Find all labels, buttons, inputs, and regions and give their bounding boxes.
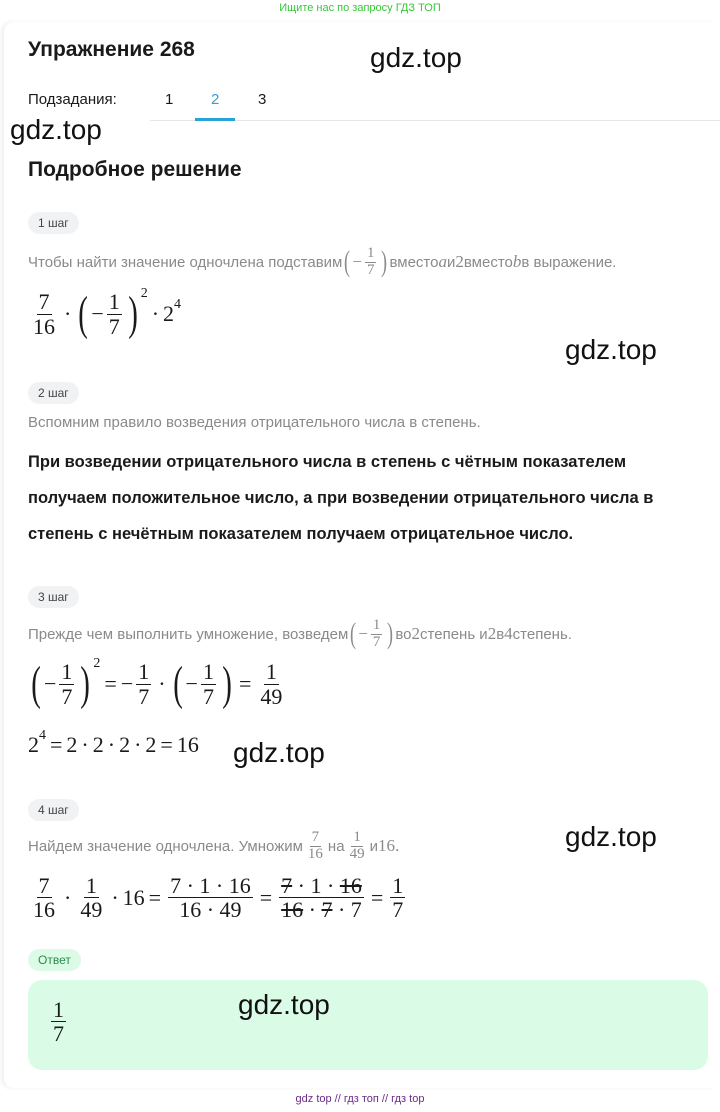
math-operator: = [259,884,273,910]
answer-box [28,980,708,1070]
fraction-part: 7 [311,829,320,845]
math-operator: · [64,301,72,326]
fraction [168,874,253,921]
math-group [28,656,101,710]
step-badge: 3 шаг [28,586,79,608]
right-paren: ) [222,657,232,710]
fraction-part: 49 [260,683,283,709]
math-number: 2 [92,732,104,757]
fraction-part: 1 [372,617,381,633]
math-group [28,728,46,758]
fraction-part: 1 [353,829,361,845]
fraction-part: 1 [108,289,120,315]
fraction [279,874,364,921]
step-badge: 1 шаг [28,212,79,234]
fraction-part: 1 [53,997,64,1022]
math-variable: a [438,252,447,272]
tab-subtask-3[interactable]: 3 [258,91,267,108]
fraction [306,830,325,863]
cancelled-factor: 16 [339,873,362,898]
fraction [390,874,405,921]
tabs-divider [150,120,720,121]
exponent: 2 [140,286,148,301]
left-paren: ( [31,657,41,710]
math-number: − [43,671,57,696]
text: Вспомним правило возведения отрицательного числа в степень. [28,414,481,431]
exponent: 4 [174,297,182,312]
math-number: 2 [455,252,464,272]
left-paren: ( [344,245,351,279]
text: вместо [463,253,513,271]
step-badge: 4 шаг [28,799,79,821]
fraction-part: 7 [138,683,150,709]
text: во [395,625,412,643]
math-number: − [358,624,368,644]
page-title: Упражнение 268 [28,38,195,61]
left-paren: ( [172,657,183,710]
math-group [75,286,148,340]
fraction-part: 1 [202,659,214,685]
math-operator: = [50,732,63,757]
math-operator: · [151,301,160,326]
fraction-part: 7 · 1 · 16 [281,873,362,898]
fraction-part: 16 [307,845,323,862]
text: степень. [512,625,572,643]
text: Найдем значение одночлена. Умножим [28,837,303,855]
watermark: gdz.top [238,989,330,1020]
math-number: − [352,252,362,272]
step-badge: 2 шаг [28,382,79,404]
fraction-part: 7 [108,313,120,339]
watermark: gdz.top [565,334,657,365]
fraction [31,290,57,337]
fraction [348,830,367,863]
text: на [327,837,345,855]
math-number: 2 [411,624,421,644]
fraction-part: 7 [61,683,73,709]
fraction [51,998,66,1045]
fraction [371,618,383,651]
tab-subtask-1[interactable]: 1 [165,91,174,108]
math-operator: · [107,732,116,757]
rule-text: При возведении отрицательного числа в степень с чётным показателем получаем положительное число, а при возведении отрицательного числа в степень с нечётным показателем получаем отрицательное число. [28,453,654,543]
fraction-part: 1 [85,873,97,898]
math-group [163,297,182,327]
fraction-part: 16 · 49 [179,897,242,923]
math-number: 2 [66,732,78,757]
fraction [136,660,151,707]
fraction [78,874,104,921]
watermark: gdz.top [565,821,657,852]
fraction-part: 7 [38,289,50,315]
math-number: 16 [122,884,145,910]
math-number: 2 [28,732,39,757]
fraction-part: 16 [33,313,55,339]
step-formula [28,728,199,758]
fraction [258,660,284,707]
math-number: 4 [504,624,513,644]
text: в выражение. [521,253,617,271]
math-operator: · [158,671,166,696]
right-paren: ) [387,617,394,651]
fraction-part: 1 [138,659,150,685]
step-formula [28,656,287,710]
text: степень и [420,625,488,643]
fraction-part: 1 [265,659,277,685]
fraction [31,874,57,921]
text: Прежде чем выполнить умножение, возведем [28,625,349,643]
watermark: gdz.top [233,737,325,768]
left-paren: ( [350,617,357,651]
fraction-part: 7 [392,897,404,923]
fraction-part: 1 [366,245,375,261]
fraction-part: 7 [366,261,375,278]
right-paren: ) [80,657,91,710]
fraction-part: 7 [372,633,381,650]
text: вместо [389,253,439,271]
math-operator: = [160,732,173,757]
subtasks-label: Подзадания: [28,91,117,108]
math-group [348,618,395,651]
text: Чтобы найти значение одночлена подставим [28,253,343,271]
math-group [170,657,235,710]
answer-badge: Ответ [28,949,81,971]
fraction-part: 49 [80,897,103,923]
math-number: 2 [487,624,497,644]
cancelled-factor: 16 [281,897,304,923]
math-number: − [120,671,134,696]
cancelled-factor: 7 [321,897,333,923]
exponent: 2 [93,656,101,671]
math-operator: · [111,884,119,910]
math-operator: = [238,671,252,696]
math-number: − [91,301,104,326]
math-operator: · [81,732,89,757]
math-group [342,246,389,279]
watermark: gdz.top [10,114,102,145]
right-paren: ) [381,245,388,279]
fraction-part: 16 · 7 · 7 [281,897,362,923]
math-number: − [185,671,198,696]
math-operator: · [134,732,142,757]
fraction-part: 7 [38,873,50,898]
math-number: 2 [145,732,157,757]
watermark: gdz.top [370,42,462,73]
step-formula [28,874,408,921]
text: в [496,625,505,643]
text: и [369,837,378,855]
fraction-part: 1 [61,659,73,685]
active-tab-indicator [195,118,235,121]
fraction [201,660,216,707]
fraction [59,660,74,707]
tab-subtask-2[interactable]: 2 [211,91,220,108]
cancelled-factor: 7 [281,873,293,898]
fraction-part: 7 [202,683,214,709]
solution-heading: Подробное решение [28,158,242,181]
step-text [28,830,399,863]
math-operator: = [104,671,117,696]
right-paren: ) [127,287,138,340]
fraction-part: 7 · 1 · 16 [170,873,251,898]
step-text [28,246,616,279]
fraction-part: 16 [33,897,55,923]
math-number: 16. [377,836,400,856]
fraction-part: 7 [53,1021,64,1047]
math-number: 16 [176,732,199,757]
fraction [365,246,377,279]
math-number: 2 [119,732,131,757]
search-banner[interactable]: Ищите нас по запросу ГДЗ ТОП [279,2,441,14]
fraction-part: 1 [392,873,404,898]
fraction [107,290,122,337]
answer-value [48,998,69,1045]
exponent: 4 [39,728,46,743]
step-text [28,618,572,651]
math-variable: b [512,252,522,272]
math-number: 2 [163,301,175,326]
math-operator: · [64,884,72,910]
math-operator: = [370,884,384,910]
math-operator: = [148,884,162,910]
left-paren: ( [78,287,89,340]
step-text [28,414,481,431]
footer-links[interactable]: gdz top // гдз топ // гдз top [295,1093,425,1105]
fraction-part: 49 [349,845,365,862]
step-formula [28,286,182,340]
text: и [446,253,456,271]
